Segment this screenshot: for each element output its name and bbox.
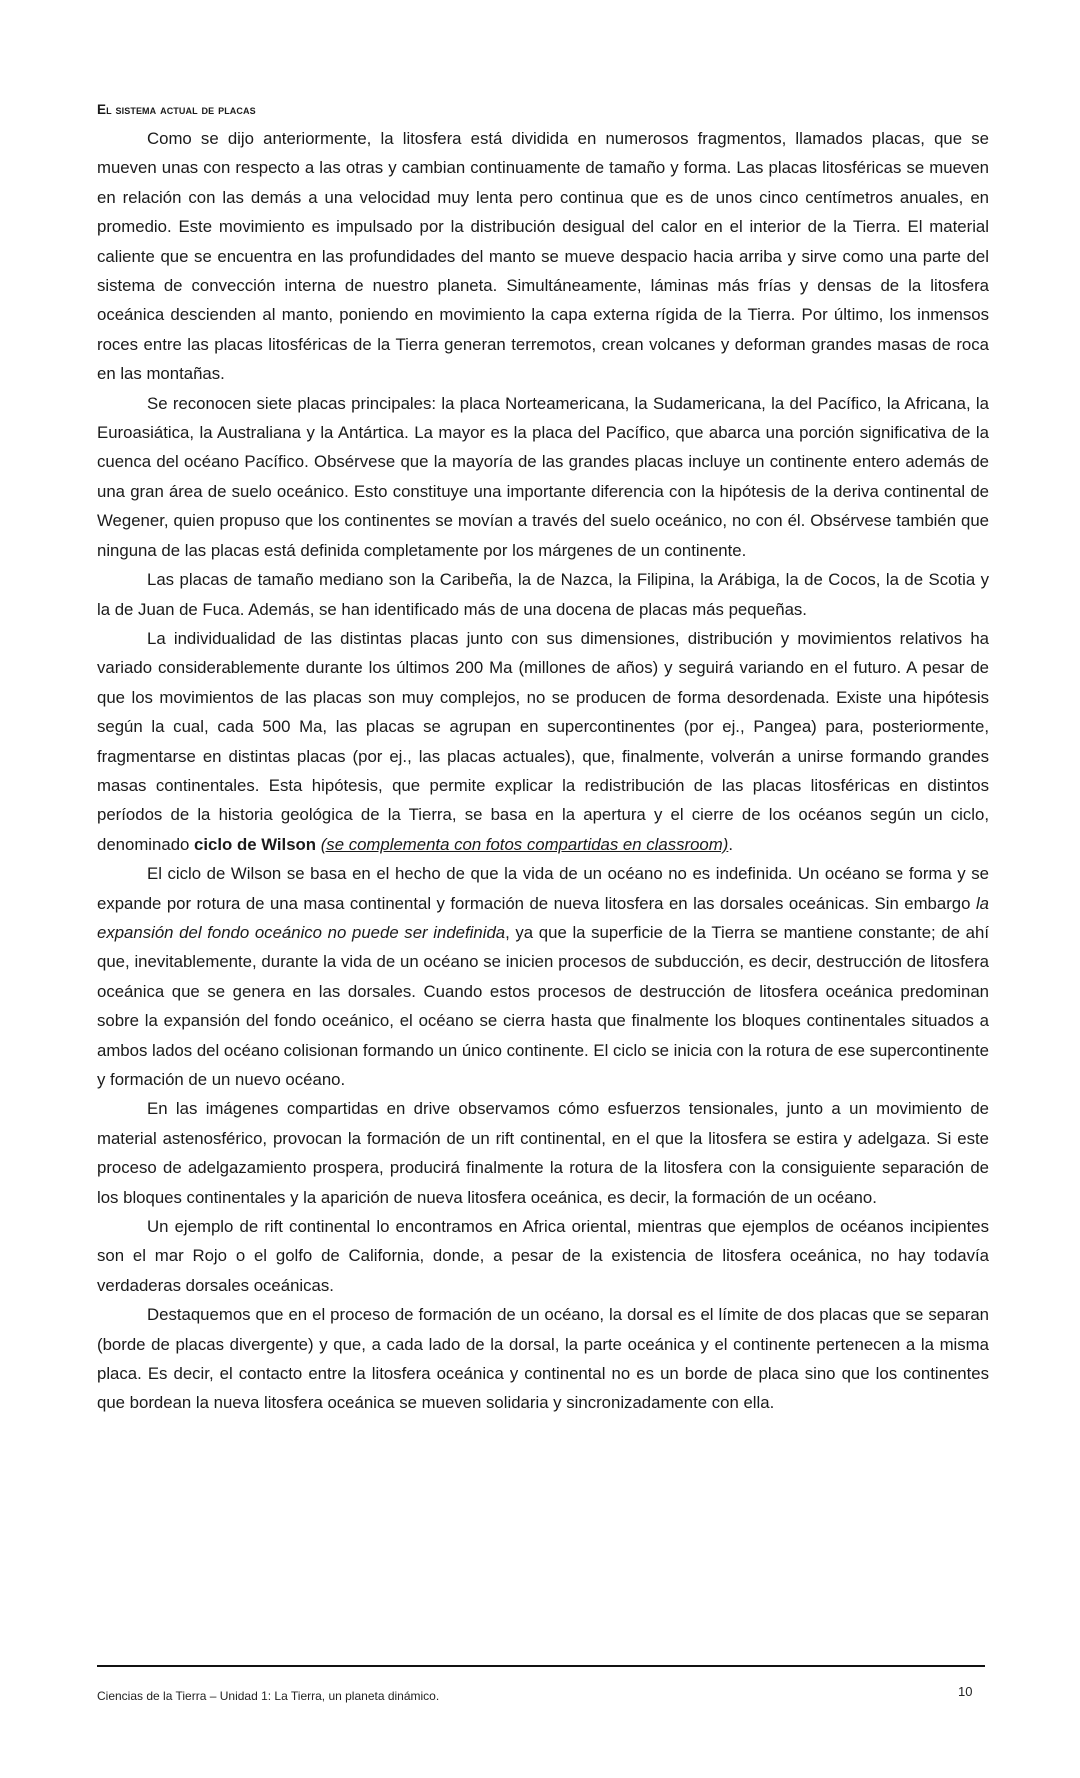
paragraph-4	[97, 624, 989, 859]
paragraph-1: Como se dijo anteriormente, la litosfera está dividida en numerosos fragmentos, llamados placas, que se mueven unas con respecto a las otras y cambian continuamente de tamaño y forma. Las placas litosféricas se mueven en relación con las demás a una velocidad muy lenta pero continua que es de unos cinco centímetros anuales, en promedio. Este movimiento es impulsado por la distribución desigual del calor en el interior de la Tierra. El material caliente que se encuentra en las profundidades del manto se mueve despacio hacia arriba y sirve como una parte del sistema de convección interna de nuestro planeta. Simultáneamente, láminas más frías y densas de la litosfera oceánica descienden al manto, poniendo en movimiento la capa externa rígida de la Tierra. Por último, los inmensos roces entre las placas litosféricas de la Tierra generan terremotos, crean volcanes y deforman grandes masas de roca en las montañas.	[97, 129, 989, 384]
paragraph-4-text: La individualidad de las distintas placas junto con sus dimensiones, distribución y movimientos relativos ha variado considerablemente durante los últimos 200 Ma (millones de años) y seguirá variando en el futuro. A pesar de que los movimientos de las placas son muy complejos, no se producen de forma desordenada. Existe una hipótesis según la cual, cada 500 Ma, las placas se agrupan en supercontinentes (por ej., Pangea) para, posteriormente, fragmentarse en distintas placas (por ej., las placas actuales), que, finalmente, volverán a unirse formando grandes masas continentales. Esta hipótesis, que permite explicar la redistribución de las placas litosféricas en distintos períodos de la historia geológica de la Tierra, se basa en la apertura y el cierre de los océanos según un ciclo, denominado	[97, 628, 989, 854]
paragraph-7: Un ejemplo de rift continental lo encontramos en Africa oriental, mientras que ejemplos de océanos incipientes son el mar Rojo o el golfo de California, donde, a pesar de la existencia de litosfera oceánica, no hay todavía verdaderas dorsales oceánicas.	[97, 1217, 989, 1295]
page-number: 10	[958, 1684, 973, 1699]
paragraph-8: Destaquemos que en el proceso de formación de un océano, la dorsal es el límite de dos placas que se separan (borde de placas divergente) y que, a cada lado de la dorsal, la parte oceánica y el continente pertenecen a la misma placa. Es decir, el contacto entre la litosfera oceánica y continental no es un borde de placa sino que los continentes que bordean la nueva litosfera oceánica se mueven solidaria y sincronizadamente con ella.	[97, 1305, 989, 1413]
paragraph-4-end: .	[728, 834, 733, 854]
footer-divider	[97, 1665, 985, 1667]
body-text	[97, 124, 989, 1418]
paragraph-5-emphasis: la expansión del fondo oceánico no puede ser indefinida	[97, 893, 989, 942]
paragraph-5	[97, 859, 989, 1094]
paragraph-2: Se reconocen siete placas principales: la placa Norteamericana, la Sudamericana, la del Pacífico, la Africana, la Euroasiática, la Australiana y la Antártica. La mayor es la placa del Pacífico, que abarca una porción significativa de la cuenca del océano Pacífico. Obsérvese que la mayoría de las grandes placas incluye un continente entero además de una gran área de suelo oceánico. Esto constituye una importante diferencia con la hipótesis de la deriva continental de Wegener, quien propuso que los continentes se movían a través del suelo oceánico, no con él. Obsérvese también que ninguna de las placas está definida completamente por los márgenes de un continente.	[97, 393, 989, 560]
paragraph-3: Las placas de tamaño mediano son la Caribeña, la de Nazca, la Filipina, la Arábiga, la de Cocos, la de Scotia y la de Juan de Fuca. Además, se han identificado más de una docena de placas más pequeñas.	[97, 570, 989, 619]
classroom-note: (se complementa con fotos compartidas en classroom)	[320, 834, 729, 854]
paragraph-6: En las imágenes compartidas en drive observamos cómo esfuerzos tensionales, junto a un movimiento de material astenosférico, provocan la formación de un rift continental, en el que la litosfera se estira y adelgaza. Si este proceso de adelgazamiento prospera, producirá finalmente la rotura de la litosfera con la consiguiente separación de los bloques continentales y la aparición de nueva litosfera oceánica, es decir, la formación de un océano.	[97, 1099, 989, 1207]
footer-text: Ciencias de la Tierra – Unidad 1: La Tierra, un planeta dinámico.	[97, 1689, 440, 1703]
paragraph-5-text-a: El ciclo de Wilson se basa en el hecho de que la vida de un océano no es indefinida. Un océano se forma y se expande por rotura de una masa continental y formación de nueva litosfera en las dorsales oceánicas. Sin embargo	[97, 864, 989, 913]
paragraph-5-text-b: , ya que la superficie de la Tierra se mantiene constante; de ahí que, inevitablemente, durante la vida de un océano se inicien procesos de subducción, es decir, destrucción de litosfera oceánica que se genera en las dorsales. Cuando estos procesos de destrucción de litosfera oceánica predominan sobre la expansión del fondo oceánico, el océano se cierra hasta que finalmente los bloques continentales situados a ambos lados del océano colisionan formando un único continente. El ciclo se inicia con la rotura de ese supercontinente y formación de un nuevo océano.	[97, 922, 989, 1089]
section-heading: El sistema actual de placas	[97, 102, 256, 117]
wilson-cycle-term: ciclo de Wilson	[194, 834, 317, 854]
